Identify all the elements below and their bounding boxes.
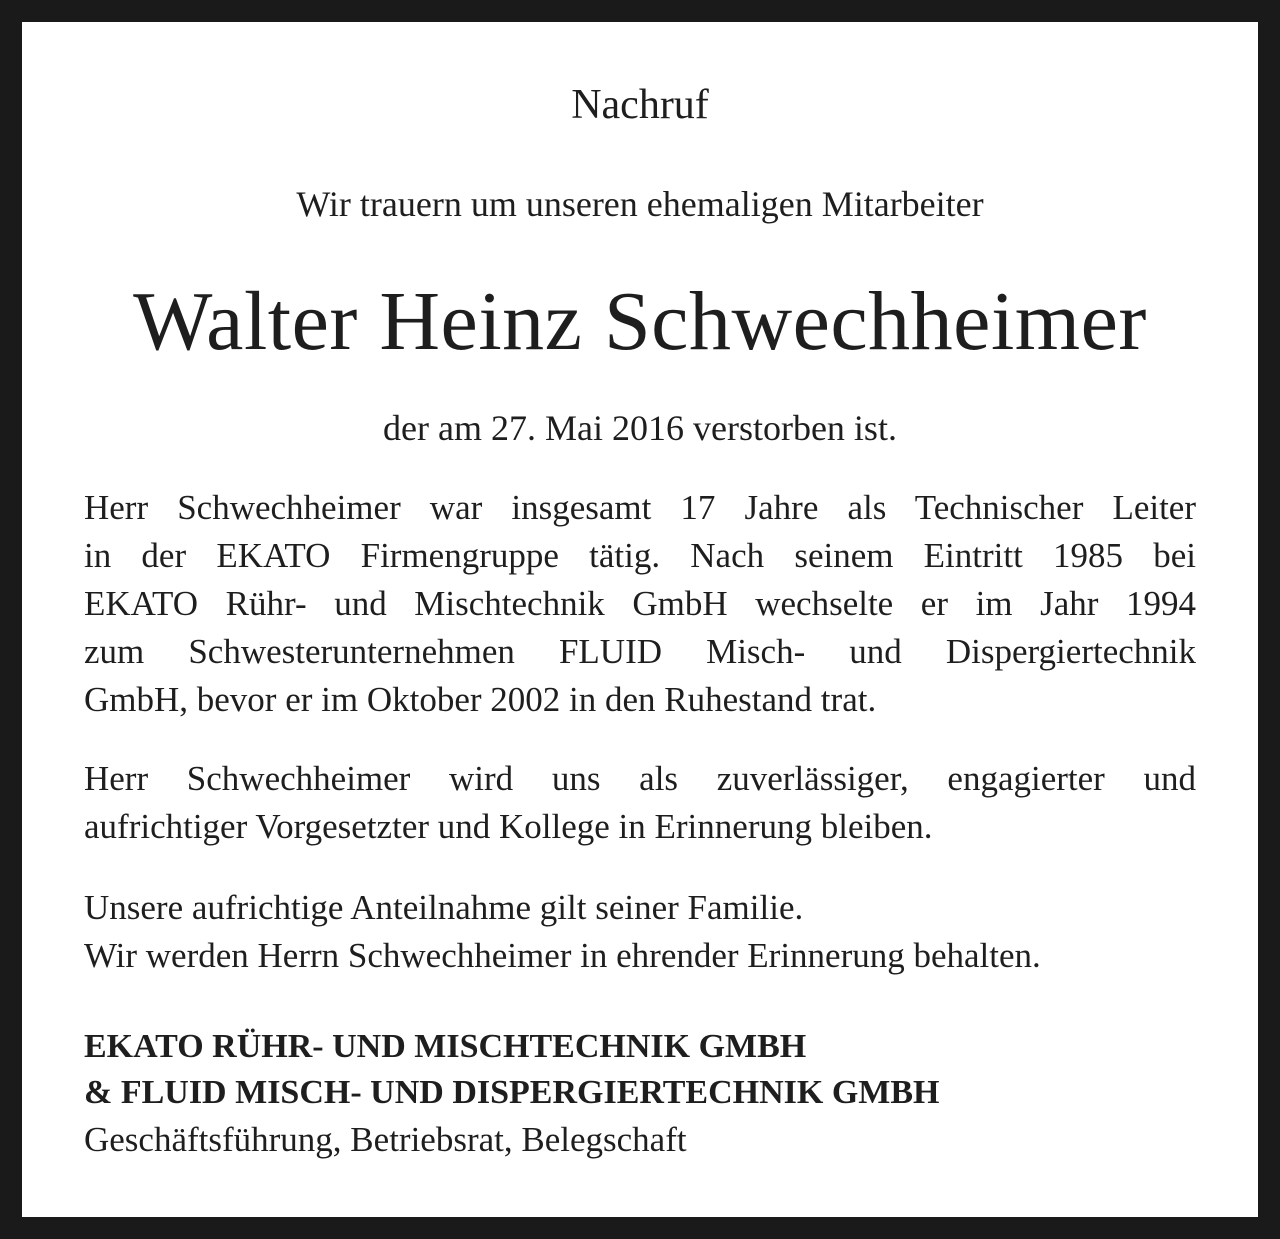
- paragraph-line: aufrichtiger Vorgesetzter und Kollege in Erinnerung bleiben.: [84, 807, 933, 846]
- signers-line: Geschäftsführung, Betriebsrat, Belegschaft: [84, 1120, 687, 1159]
- paragraph-line: EKATO Rühr- und Mischtechnik GmbH wechselte er im Jahr 1994: [84, 584, 1196, 623]
- paragraph-condolence: [84, 884, 1196, 980]
- paragraph-line: Wir werden Herrn Schwechheimer in ehrender Erinnerung behalten.: [84, 936, 1041, 975]
- paragraph-line: in der EKATO Firmengruppe tätig. Nach seinem Eintritt 1985 bei: [84, 536, 1196, 575]
- notice-heading: Nachruf: [571, 82, 709, 128]
- paragraph-line: GmbH, bevor er im Oktober 2002 in den Ruhestand trat.: [84, 680, 877, 719]
- deceased-name: Walter Heinz Schwechheimer: [133, 275, 1147, 368]
- obituary-notice: [22, 22, 1258, 1217]
- signature-block: [84, 1024, 1196, 1164]
- paragraph-line: Unsere aufrichtige Anteilnahme gilt seiner Familie.: [84, 888, 804, 927]
- paragraph-line: Herr Schwechheimer wird uns als zuverlässiger, engagierter und: [84, 759, 1196, 798]
- company-name-line-1: EKATO RÜHR- UND MISCHTECHNIK GMBH: [84, 1028, 807, 1065]
- intro-line: Wir trauern um unseren ehemaligen Mitarbeiter: [296, 184, 984, 224]
- company-name-line-2: & FLUID MISCH- UND DISPERGIERTECHNIK GMBH: [84, 1074, 940, 1111]
- paragraph-line: Herr Schwechheimer war insgesamt 17 Jahre als Technischer Leiter: [84, 488, 1196, 527]
- death-date-line: der am 27. Mai 2016 verstorben ist.: [383, 408, 897, 448]
- paragraph-line: zum Schwesterunternehmen FLUID Misch- und Dispergiertechnik: [84, 632, 1196, 671]
- paragraph-remembrance: [84, 755, 1196, 851]
- paragraph-career: [84, 484, 1196, 724]
